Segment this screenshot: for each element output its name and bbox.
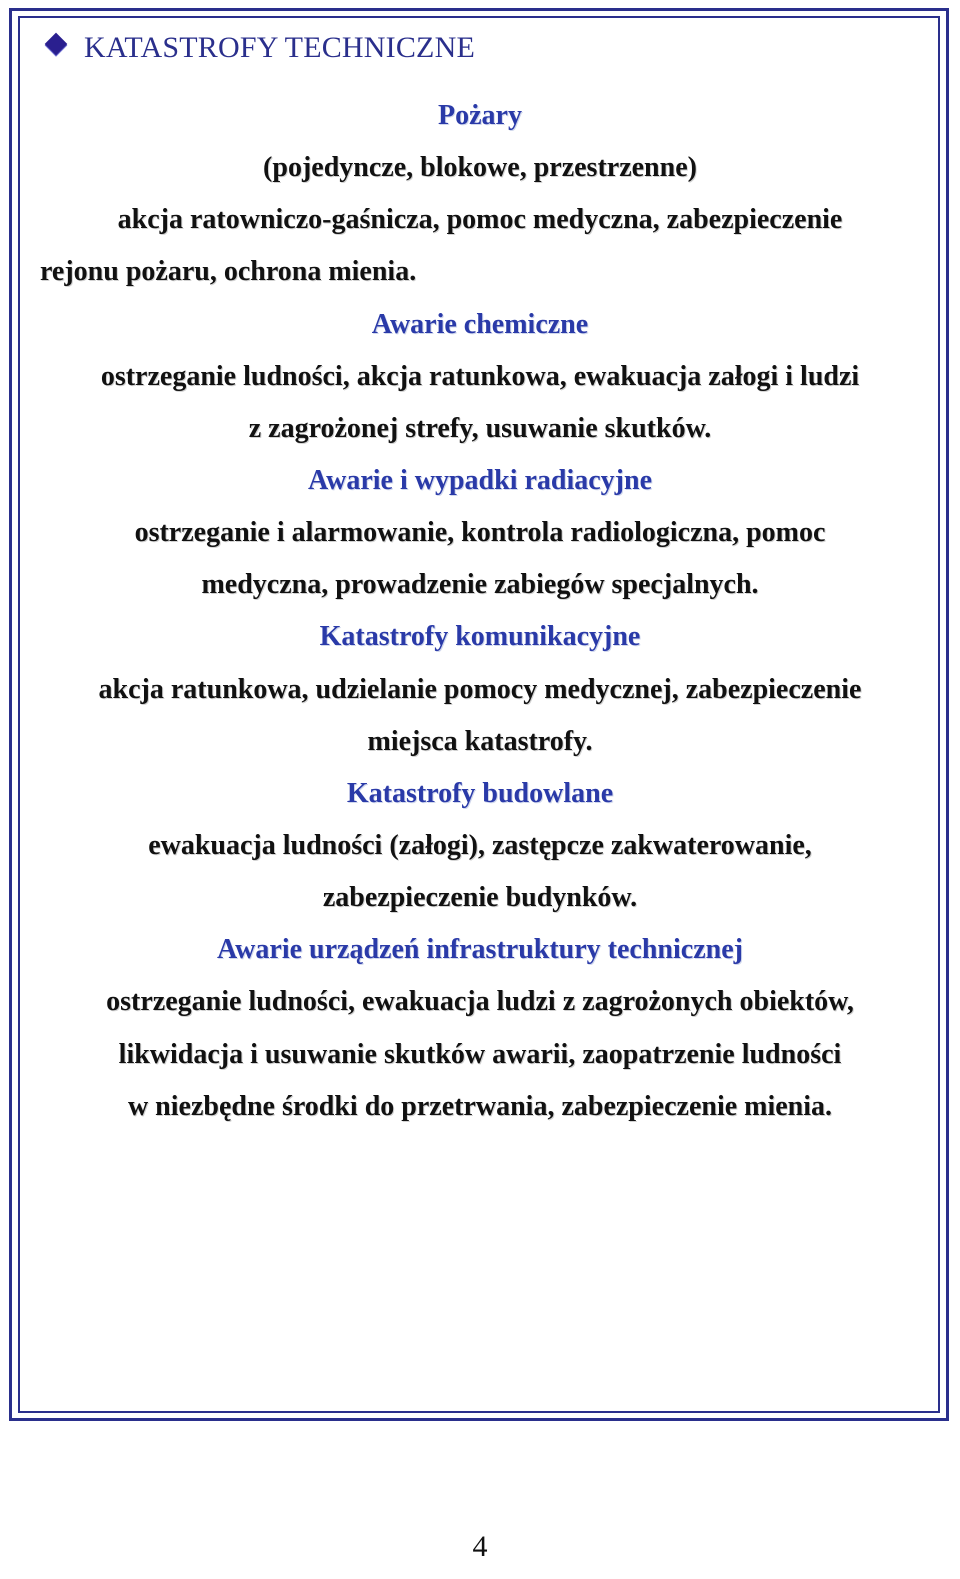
section-title-awarie-chemiczne: Awarie chemiczne	[371, 309, 589, 340]
section-line: ostrzeganie i alarmowanie, kontrola radiologiczna, pomoc	[134, 517, 826, 548]
section-line: z zagrożonej strefy, usuwanie skutków.	[248, 413, 712, 444]
section-line: (pojedyncze, blokowe, przestrzenne)	[263, 152, 697, 183]
section-title-pozary: Pożary	[438, 100, 522, 131]
section-line: akcja ratunkowa, udzielanie pomocy medycznej, zabezpieczenie	[98, 674, 862, 705]
page-number: 4	[472, 1530, 488, 1563]
section-line: miejsca katastrofy.	[367, 726, 593, 757]
section-line: medyczna, prowadzenie zabiegów specjalnych.	[201, 569, 759, 600]
page-heading: KATASTROFY TECHNICZNE	[84, 31, 475, 64]
section-line: rejonu pożaru, ochrona mienia.	[40, 256, 417, 287]
section-line: ostrzeganie ludności, akcja ratunkowa, ewakuacja załogi i ludzi	[100, 361, 860, 392]
section-line: ewakuacja ludności (załogi), zastępcze zakwaterowanie,	[148, 830, 812, 861]
section-title-katastrofy-budowlane: Katastrofy budowlane	[346, 778, 614, 809]
section-line: w niezbędne środki do przetrwania, zabezpieczenie mienia.	[127, 1091, 833, 1122]
section-title-awarie-radiacyjne: Awarie i wypadki radiacyjne	[307, 465, 653, 496]
section-title-awarie-infrastruktury: Awarie urządzeń infrastruktury technicznej	[217, 934, 743, 965]
section-title-katastrofy-komunikacyjne: Katastrofy komunikacyjne	[319, 621, 641, 652]
diamond-bullet-icon	[45, 33, 68, 56]
section-line: zabezpieczenie budynków.	[322, 882, 638, 913]
section-line: akcja ratowniczo-gaśnicza, pomoc medyczna, zabezpieczenie	[117, 204, 843, 235]
section-line: ostrzeganie ludności, ewakuacja ludzi z zagrożonych obiektów,	[106, 986, 854, 1017]
section-line: likwidacja i usuwanie skutków awarii, zaopatrzenie ludności	[118, 1039, 842, 1070]
heading-row	[44, 28, 475, 68]
